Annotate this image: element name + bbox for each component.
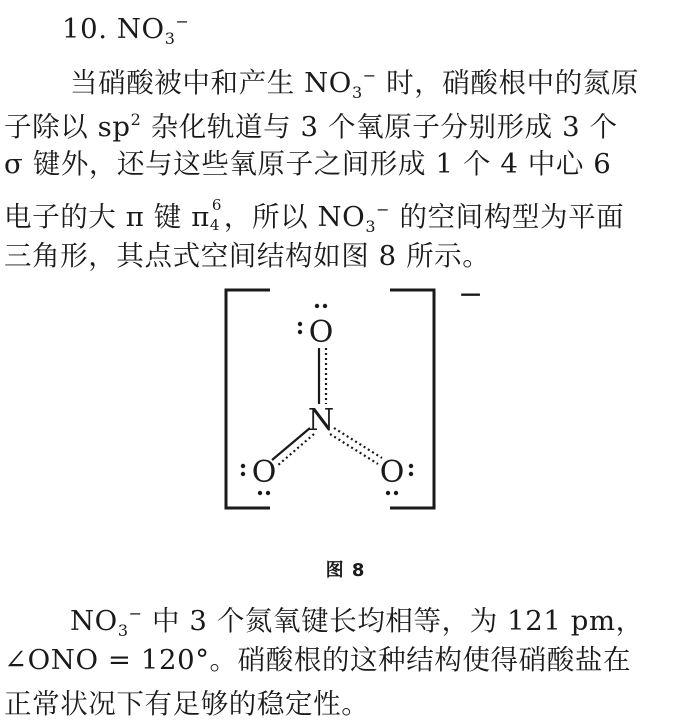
paragraph-2-line-2: ∠ONO = 120°。硝酸根的这种结构使得硝酸盐在 [4, 644, 632, 676]
text-segment: 的空间构型为平面 [390, 201, 625, 233]
superscript: − [128, 604, 143, 623]
heading [62, 2, 190, 59]
text-segment: 当硝酸被中和产生 NO [70, 67, 352, 99]
pi-indices [209, 195, 224, 234]
superscript: − [362, 66, 377, 85]
text-segment: ，所以 NO [223, 201, 366, 233]
paragraph-1-line-2 [4, 100, 618, 147]
paragraph-2-line-3: 正常状况下有足够的稳定性。 [4, 688, 370, 720]
heading-superscript: − [175, 12, 190, 31]
heading-formula: NO [116, 13, 165, 45]
subscript: 3 [365, 217, 377, 236]
text-segment: 电子的大 π 键 π [4, 201, 210, 233]
heading-number: 10. [62, 13, 108, 45]
atom-o-top: O [308, 315, 334, 350]
atom-n-center: N [307, 403, 335, 438]
text-segment: 中 3 个氮氧键长均相等，为 121 pm， [142, 605, 644, 637]
subscript: 4 [209, 215, 221, 234]
atom-o-right: O [379, 455, 405, 490]
paragraph-1-line-3: σ 键外，还与这些氧原子之间形成 1 个 4 中心 6 [4, 148, 612, 180]
ion-charge: − [458, 280, 484, 312]
nitrate-lewis-structure [200, 280, 490, 530]
text-segment: 杂化轨道与 3 个氧原子分别形成 3 个 [141, 111, 618, 143]
bond-n-o-right-dotted-2 [330, 434, 378, 464]
subscript: 3 [351, 83, 363, 102]
superscript: 2 [130, 110, 142, 129]
heading-subscript: 3 [164, 29, 176, 48]
text-segment: 子除以 sp [4, 111, 131, 143]
atoms [252, 315, 405, 490]
paragraph-1-line-5: 三角形，其点式空间结构如图 8 所示。 [4, 240, 491, 272]
bond-n-o-right-dotted-1 [334, 428, 382, 458]
figure-caption: 图 8 [325, 560, 366, 581]
text-segment: NO [70, 605, 118, 637]
text-segment: 时，硝酸根中的氮原 [376, 67, 639, 99]
superscript: 6 [211, 195, 223, 214]
atom-o-left: O [251, 455, 277, 490]
superscript: − [376, 200, 391, 219]
subscript: 3 [117, 621, 129, 640]
